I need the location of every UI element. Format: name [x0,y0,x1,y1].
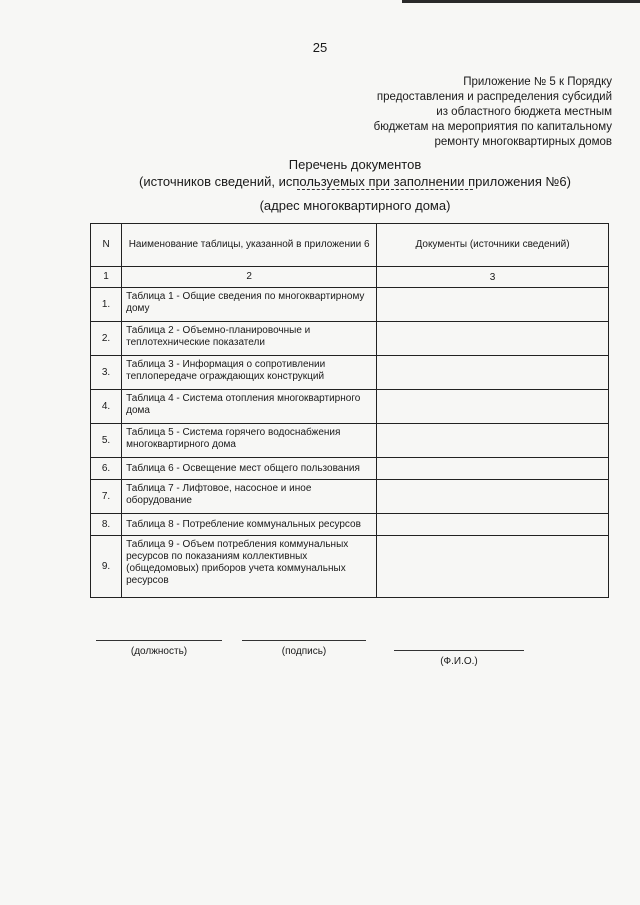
table-row [91,322,609,356]
full-name-caption: (Ф.И.О.) [440,656,478,667]
row-table-name: Таблица 4 - Система отопления многоквартирного дома [122,390,377,424]
scan-edge-mark [402,0,640,3]
signature-field[interactable] [242,640,366,657]
row-table-name: Таблица 3 - Информация о сопротивлении теплопередаче ограждающих конструкций [122,356,377,390]
row-number: 4. [91,390,122,424]
documents-table [90,223,609,598]
appendix-line: Приложение № 5 к Порядку [463,76,612,88]
table-row [91,356,609,390]
address-caption: (адрес многоквартирного дома) [259,198,451,213]
document-title [90,156,620,214]
position-signature-field[interactable] [96,640,222,657]
row-table-name: Таблица 9 - Объем потребления коммунальных ресурсов по показаниям коллективных (общедомовых) приборов учета коммунальных ресурсов [122,536,377,598]
row-documents-cell[interactable] [377,480,609,514]
row-documents-cell[interactable] [377,514,609,536]
row-table-name: Таблица 8 - Потребление коммунальных ресурсов [122,514,377,536]
column-number: 2 [122,267,377,288]
appendix-line: предоставления и распределения субсидий [376,91,612,103]
column-number-row [91,267,609,288]
appendix-line: бюджетам на мероприятия по капитальному [373,121,612,133]
title-subtitle: (источников сведений, используемых при заполнении приложения №6) [139,174,571,189]
row-table-name: Таблица 2 - Объемно-планировочные и теплотехнические показатели [122,322,377,356]
table-row [91,514,609,536]
row-documents-cell[interactable] [377,424,609,458]
row-number: 1. [91,288,122,322]
column-number: 3 [377,267,609,288]
row-documents-cell[interactable] [377,288,609,322]
row-number: 5. [91,424,122,458]
row-documents-cell[interactable] [377,322,609,356]
row-number: 3. [91,356,122,390]
appendix-heading [322,75,612,150]
table-header-row [91,224,609,267]
row-number: 2. [91,322,122,356]
row-table-name: Таблица 7 - Лифтовое, насосное и иное оборудование [122,480,377,514]
table-row [91,390,609,424]
signature-line [96,640,222,641]
table-row [91,480,609,514]
appendix-line: из областного бюджета местным [436,106,612,118]
page-number: 25 [312,40,328,55]
row-table-name: Таблица 5 - Система горячего водоснабжения многоквартирного дома [122,424,377,458]
title-line: Перечень документов [288,157,422,172]
table-row [91,288,609,322]
row-table-name: Таблица 1 - Общие сведения по многоквартирному дому [122,288,377,322]
row-documents-cell[interactable] [377,458,609,480]
row-number: 7. [91,480,122,514]
row-documents-cell[interactable] [377,356,609,390]
signature-line [242,640,366,641]
full-name-signature-field[interactable] [394,650,524,667]
row-number: 6. [91,458,122,480]
table-row [91,536,609,598]
header-n: N [91,224,122,267]
table-row [91,458,609,480]
row-number: 8. [91,514,122,536]
table-row [91,424,609,458]
appendix-line: ремонту многоквартирных домов [434,136,612,148]
row-number: 9. [91,536,122,598]
signature-caption: (подпись) [281,646,327,657]
row-documents-cell[interactable] [377,390,609,424]
signature-block [96,640,526,680]
column-number: 1 [91,267,122,288]
address-underline [297,189,473,190]
signature-line [394,650,524,651]
header-table-name: Наименование таблицы, указанной в приложении 6 [122,224,377,267]
header-documents: Документы (источники сведений) [377,224,609,267]
position-caption: (должность) [130,646,188,657]
row-table-name: Таблица 6 - Освещение мест общего пользования [122,458,377,480]
row-documents-cell[interactable] [377,536,609,598]
